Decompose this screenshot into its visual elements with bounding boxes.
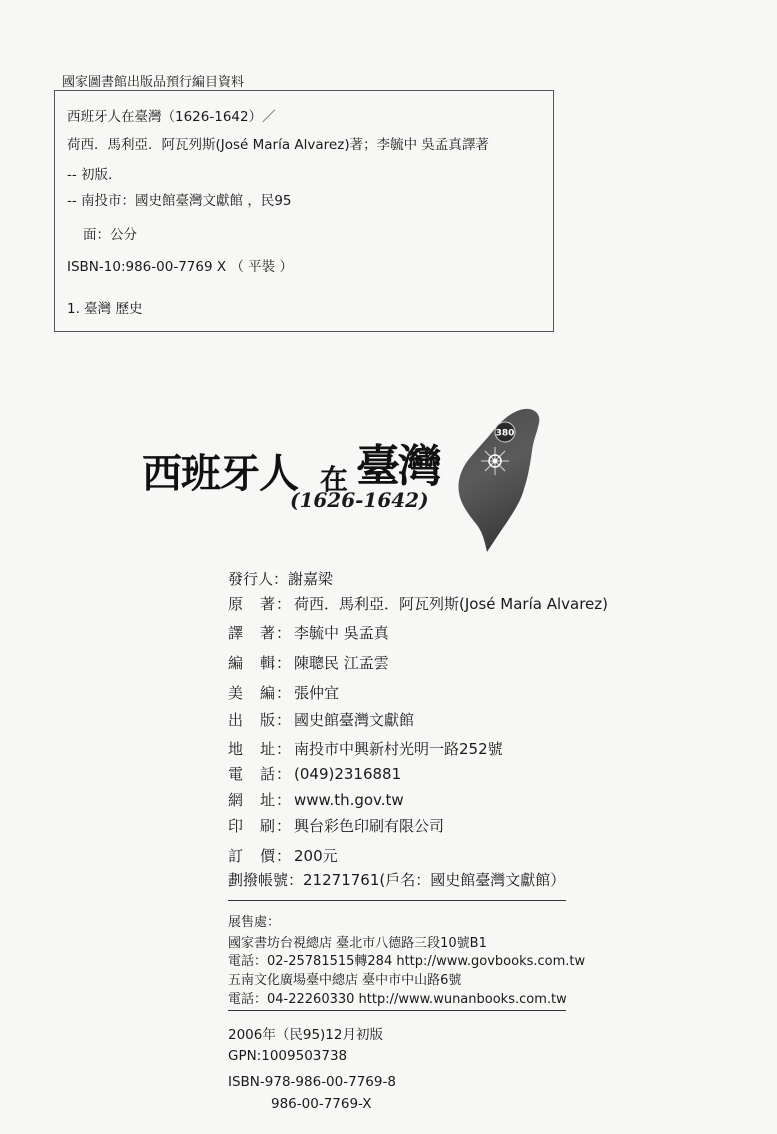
credit-value: 南投市中興新村光明一路252號 bbox=[294, 740, 503, 758]
book-title-main: 西班牙人 bbox=[142, 450, 298, 497]
credit-value: 荷西．馬利亞．阿瓦列斯(José María Alvarez) bbox=[294, 595, 608, 613]
credit-label: 劃撥帳號： bbox=[228, 871, 304, 889]
cip-author-line: 荷西．馬利亞．阿瓦列斯(José María Alvarez)著；李毓中 吳孟真譯著 bbox=[67, 137, 489, 153]
credit-translators bbox=[228, 622, 389, 643]
cip-record-box bbox=[54, 90, 554, 332]
cip-heading: 國家圖書館出版品預行編目資料 bbox=[62, 75, 245, 90]
credit-publisher-person bbox=[228, 568, 333, 589]
divider bbox=[228, 1010, 566, 1011]
cip-pages-line: 面：公分 bbox=[83, 227, 137, 243]
cip-isbn-line: ISBN-10:986-00-7769 X （ 平裝 ） bbox=[67, 259, 293, 275]
book-title bbox=[142, 430, 462, 497]
credit-value: 21271761(戶名：國史館臺灣文獻館） bbox=[303, 871, 566, 889]
credit-website bbox=[228, 789, 404, 810]
credit-label: 譯 著： bbox=[228, 624, 293, 642]
credit-label: 出 版： bbox=[228, 711, 293, 729]
credit-value: 國史館臺灣文獻館 bbox=[294, 711, 415, 729]
credit-label: 訂 價： bbox=[228, 847, 293, 865]
credit-postal-account bbox=[228, 869, 565, 890]
divider bbox=[228, 900, 566, 901]
credit-value: 200元 bbox=[294, 847, 338, 865]
credit-art-editor bbox=[228, 682, 339, 703]
credit-label: 地 址： bbox=[228, 740, 293, 758]
credit-price bbox=[228, 845, 338, 866]
credit-value: www.th.gov.tw bbox=[294, 791, 404, 809]
sales-heading: 展售處： bbox=[228, 915, 281, 930]
sales-contact-1: 電話：02-25781515轉284 http://www.govbooks.com.tw bbox=[228, 954, 586, 969]
publication-isbn-13: ISBN-978-986-00-7769-8 bbox=[228, 1074, 396, 1090]
credit-value: (049)2316881 bbox=[294, 765, 402, 783]
publication-isbn-10: 986-00-7769-X bbox=[271, 1096, 372, 1112]
book-title-big: 臺灣 bbox=[356, 441, 440, 492]
credit-address bbox=[228, 738, 503, 759]
credit-label: 美 編： bbox=[228, 684, 293, 702]
credit-label: 發行人： bbox=[228, 570, 289, 588]
credit-value: 陳聰民 江孟雲 bbox=[294, 654, 389, 672]
credit-value: 謝嘉梁 bbox=[288, 570, 334, 588]
cip-subject-line: 1. 臺灣 歷史 bbox=[67, 301, 143, 317]
sales-contact-2: 電話：04-22260330 http://www.wunanbooks.com.tw bbox=[228, 992, 567, 1007]
cip-publisher-line: -- 南投市：國史館臺灣文獻館 ，民95 bbox=[67, 193, 292, 209]
credit-label: 印 刷： bbox=[228, 817, 293, 835]
credit-printer bbox=[228, 815, 444, 836]
svg-text:380: 380 bbox=[495, 428, 515, 439]
cip-title-line: 西班牙人在臺灣（1626-1642）／ bbox=[67, 109, 276, 125]
credit-editors bbox=[228, 652, 389, 673]
taiwan-island-map-icon bbox=[455, 405, 545, 555]
credit-label: 電 話： bbox=[228, 765, 293, 783]
credit-value: 張仲宜 bbox=[294, 684, 340, 702]
credit-value: 興台彩色印刷有限公司 bbox=[294, 817, 445, 835]
publication-date: 2006年（民95)12月初版 bbox=[228, 1027, 383, 1043]
sales-store-1: 國家書坊台視總店 臺北市八德路三段10號B1 bbox=[228, 936, 487, 951]
sales-store-2: 五南文化廣場臺中總店 臺中市中山路6號 bbox=[228, 973, 462, 988]
credit-label: 編 輯： bbox=[228, 654, 293, 672]
publication-gpn: GPN:1009503738 bbox=[228, 1048, 348, 1064]
book-title-small: 在 bbox=[320, 463, 349, 496]
book-years: (1626-1642) bbox=[290, 488, 429, 512]
map-badge bbox=[495, 422, 515, 442]
credit-original-author bbox=[228, 593, 608, 614]
credit-label: 原 著： bbox=[228, 595, 293, 613]
credit-phone bbox=[228, 763, 401, 784]
cip-edition-line: -- 初版. bbox=[67, 167, 113, 183]
credit-value: 李毓中 吳孟真 bbox=[294, 624, 389, 642]
credit-label: 網 址： bbox=[228, 791, 293, 809]
credit-publisher bbox=[228, 709, 414, 730]
